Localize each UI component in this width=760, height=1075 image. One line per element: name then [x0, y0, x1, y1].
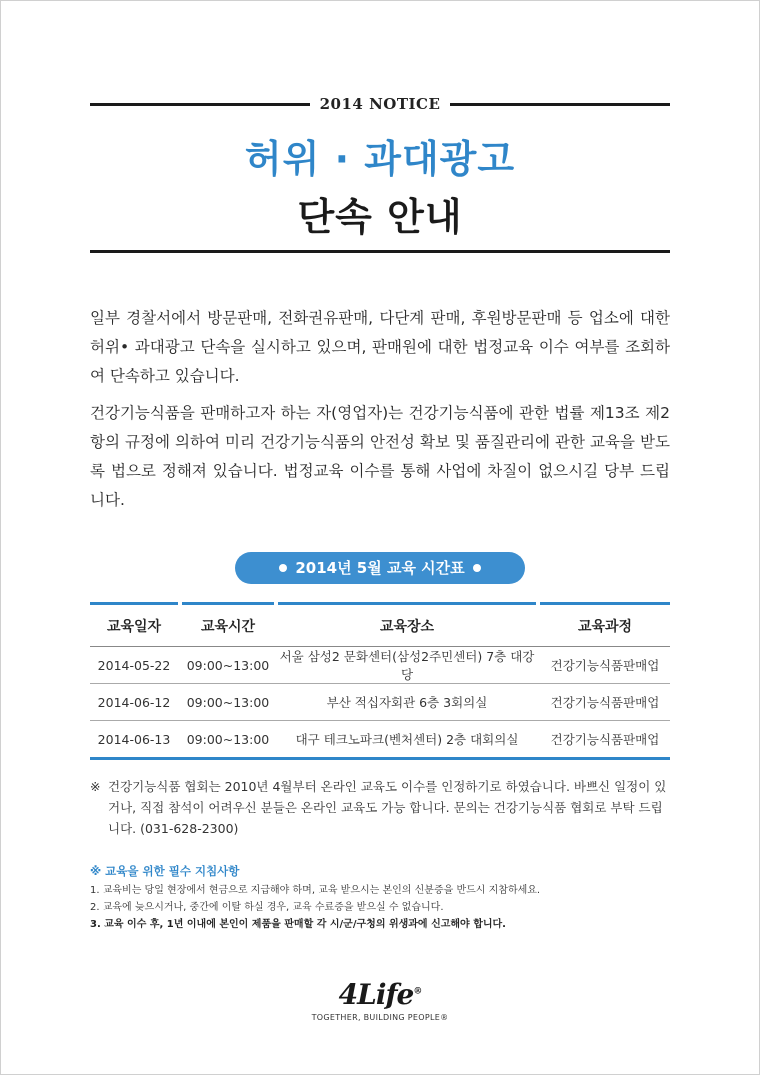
note-mark: ※ — [90, 779, 101, 794]
logo-wordmark: 4Life — [338, 978, 414, 1011]
table-header-row — [90, 602, 670, 647]
cell-date: 2014-05-22 — [90, 647, 178, 684]
col-header-place: 교육장소 — [278, 602, 536, 647]
title-divider — [90, 250, 670, 253]
schedule-title: 2014년 5월 교육 시간표 — [295, 559, 465, 577]
rule-item: 3. 교육 이수 후, 1년 이내에 본인이 제품을 판매할 각 시/군/구청의 위생과에 신고해야 합니다. — [90, 919, 506, 930]
cell-time: 09:00~13:00 — [182, 721, 274, 760]
logo-tagline: TOGETHER, BUILDING PEOPLE® — [311, 1013, 449, 1022]
title-line1: 허위 · 과대광고 — [244, 137, 516, 181]
online-education-note — [90, 776, 670, 839]
bullet-icon — [473, 564, 481, 572]
cell-time: 09:00~13:00 — [182, 684, 274, 721]
notice-header — [90, 95, 670, 115]
cell-course: 건강기능식품판매업 — [540, 684, 670, 721]
rule-right — [450, 103, 670, 106]
brand-logo — [300, 978, 460, 1022]
table-row — [90, 721, 670, 760]
rules-list — [90, 882, 690, 933]
intro-paragraph: 일부 경찰서에서 방문판매, 전화권유판매, 다단계 판매, 후원방문판매 등 업소에 대한 허위• 과대광고 단속을 실시하고 있으며, 판매원에 대한 법정교육 이수 여부를 조회하여 단속하고 있습니다. — [90, 309, 670, 385]
cell-date: 2014-06-12 — [90, 684, 178, 721]
notice-label: 2014 NOTICE — [319, 95, 441, 113]
logo-mark — [300, 978, 460, 1011]
cell-course: 건강기능식품판매업 — [540, 647, 670, 684]
rules-title: ※ 교육을 위한 필수 지침사항 — [90, 864, 240, 878]
table-row — [90, 684, 670, 721]
cell-place: 서울 삼성2 문화센터(삼성2주민센터) 7층 대강당 — [279, 649, 535, 682]
bullet-icon — [279, 564, 287, 572]
logo-reg: ® — [413, 986, 422, 997]
rule-item: 2. 교육에 늦으시거나, 중간에 이탈 하실 경우, 교육 수료증을 받으실 수 없습니다. — [90, 902, 444, 913]
cell-place: 부산 적십자회관 6층 3회의실 — [278, 684, 536, 721]
note-text: 건강기능식품 협회는 2010년 4월부터 온라인 교육도 이수를 인정하기로 하였습니다. 바쁘신 일정이 있거나, 직접 참석이 어려우신 분들은 온라인 교육도 가능 합니다. 문의는 건강기능식품 협회로 부탁 드립니다. (031-628-2300) — [108, 779, 667, 836]
col-header-date: 교육일자 — [90, 602, 178, 647]
col-header-time: 교육시간 — [182, 602, 274, 647]
table-row — [90, 647, 670, 684]
rule-item: 1. 교육비는 당일 현장에서 현금으로 지급해야 하며, 교육 받으시는 본인의 신분증을 반드시 지참하세요. — [90, 885, 541, 896]
cell-time: 09:00~13:00 — [182, 647, 274, 684]
schedule-table — [90, 602, 670, 760]
cell-place: 대구 테크노파크(벤처센터) 2층 대회의실 — [278, 721, 536, 760]
law-paragraph: 건강기능식품을 판매하고자 하는 자(영업자)는 건강기능식품에 관한 법률 제13조 제2항의 규정에 의하여 미리 건강기능식품의 안전성 확보 및 품질관리에 관한 교육을 받도록 법으로 정해져 있습니다. 법정교육 이수를 통해 사업에 차질이 없으시길 당부 드립니다. — [90, 404, 670, 509]
cell-course: 건강기능식품판매업 — [540, 721, 670, 760]
schedule-title-badge — [235, 552, 525, 584]
title-line2: 단속 안내 — [297, 195, 463, 239]
col-header-course: 교육과정 — [540, 602, 670, 647]
cell-date: 2014-06-13 — [90, 721, 178, 760]
